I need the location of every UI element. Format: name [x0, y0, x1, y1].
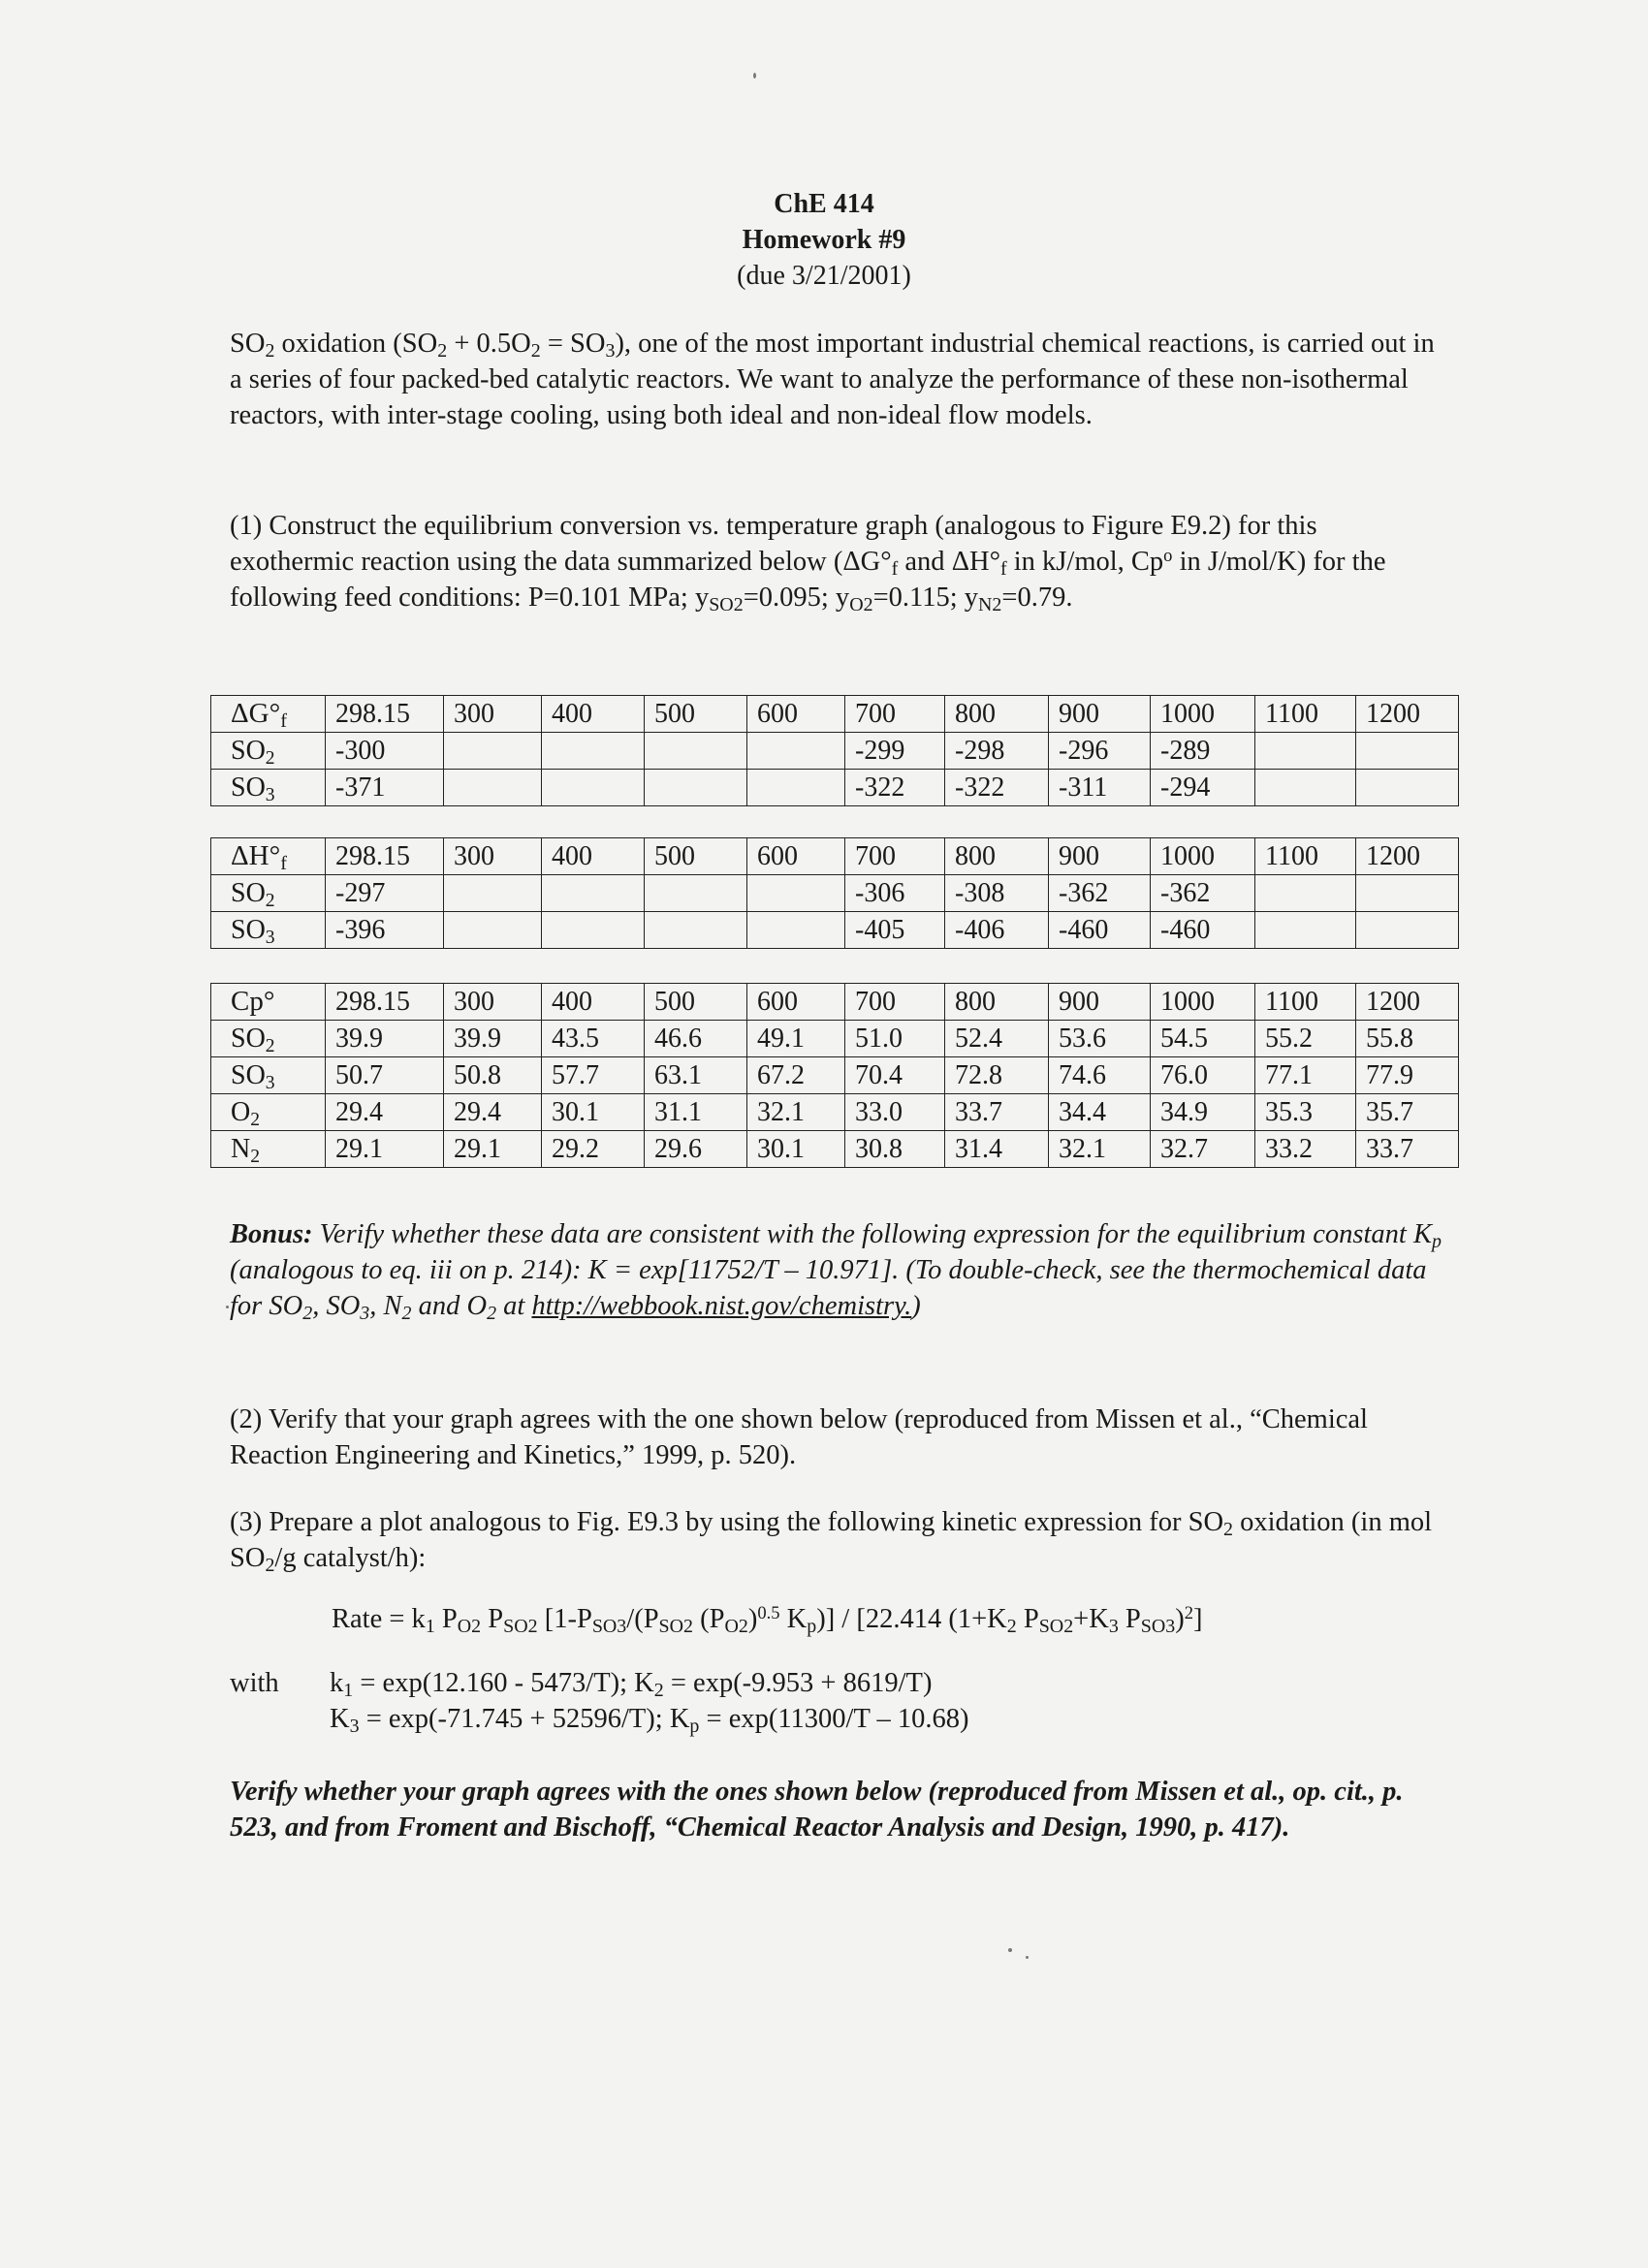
row-label-cell: Cp°	[211, 984, 326, 1021]
table-cell	[542, 770, 645, 806]
table-cell: 34.4	[1049, 1094, 1151, 1131]
table-cell: 29.2	[542, 1131, 645, 1168]
gibbs-energy-table	[210, 695, 1459, 806]
table-cell: -306	[845, 875, 945, 912]
row-label-cell: $N_2$	[211, 1131, 326, 1168]
table-cell: 30.1	[747, 1131, 845, 1168]
table-row	[211, 1057, 1459, 1094]
question-2: (2) Verify that your graph agrees with the one shown below (reproduced from Missen et al., “Chemical Reaction Engineering and Kinetics,” 1999, p. 520).	[230, 1404, 1368, 1470]
table-row	[211, 875, 1459, 912]
table-row	[211, 1094, 1459, 1131]
heat-capacity-table	[210, 983, 1459, 1168]
table-cell: 52.4	[945, 1021, 1049, 1057]
table-cell: 29.1	[326, 1131, 444, 1168]
table-header-row	[211, 696, 1459, 733]
table-cell: -460	[1151, 912, 1255, 949]
table-cell: 33.7	[945, 1094, 1049, 1131]
table-cell	[542, 875, 645, 912]
table-cell: 70.4	[845, 1057, 945, 1094]
table-cell	[444, 770, 542, 806]
table-cell: 55.8	[1356, 1021, 1459, 1057]
assignment-title: Homework #9	[742, 225, 906, 255]
table-cell: 298.15	[326, 696, 444, 733]
table-cell: 500	[645, 838, 747, 875]
table-cell	[1255, 875, 1356, 912]
table-cell: 400	[542, 696, 645, 733]
course-title: ChE 414	[774, 189, 874, 219]
table-cell: 400	[542, 984, 645, 1021]
table-cell: 1100	[1255, 696, 1356, 733]
table-cell	[645, 733, 747, 770]
table-cell	[444, 875, 542, 912]
row-label-cell: $SO_2$	[211, 733, 326, 770]
table-cell: 700	[845, 838, 945, 875]
table-cell	[1255, 733, 1356, 770]
table-cell	[1356, 733, 1459, 770]
table-cell: 32.7	[1151, 1131, 1255, 1168]
table-cell: 500	[645, 984, 747, 1021]
table-cell: 1000	[1151, 838, 1255, 875]
table-cell: 77.9	[1356, 1057, 1459, 1094]
table-cell: 50.7	[326, 1057, 444, 1094]
table-cell: 900	[1049, 696, 1151, 733]
table-cell: 600	[747, 696, 845, 733]
table-cell: 31.1	[645, 1094, 747, 1131]
table-cell	[542, 733, 645, 770]
table-cell	[747, 912, 845, 949]
scan-speck	[1008, 1948, 1012, 1952]
table-header-row	[211, 838, 1459, 875]
table-cell: 1200	[1356, 696, 1459, 733]
table-cell	[1356, 770, 1459, 806]
table-cell: 30.1	[542, 1094, 645, 1131]
table-cell: 29.4	[326, 1094, 444, 1131]
with-label: with	[230, 1668, 279, 1698]
table-cell: 32.1	[747, 1094, 845, 1131]
table-cell: 32.1	[1049, 1131, 1151, 1168]
table-cell	[1356, 912, 1459, 949]
table-cell: -362	[1049, 875, 1151, 912]
table-cell: -300	[326, 733, 444, 770]
table-cell	[1255, 770, 1356, 806]
table-cell	[747, 733, 845, 770]
k3-kp-definitions: $K_3 = \exp(-71.745 + 52596/T)$; $K_p = \exp(11300/T - 10.68)$	[330, 1704, 969, 1737]
final-instruction: Verify whether your graph agrees with the ones shown below (reproduced from Missen et al., op. cit., p. 523, and from Froment and Bischoff, “Chemical Reactor Analysis and Design, 1990, p. 417).	[230, 1777, 1404, 1843]
table-cell	[1356, 875, 1459, 912]
table-cell: 35.3	[1255, 1094, 1356, 1131]
scan-speck	[226, 1306, 229, 1308]
row-label-cell: $O_2$	[211, 1094, 326, 1131]
table-cell: 900	[1049, 838, 1151, 875]
table-cell: 1000	[1151, 696, 1255, 733]
table-cell: 1200	[1356, 838, 1459, 875]
table-row	[211, 912, 1459, 949]
question-1: (1) Construct the equilibrium conversion vs. temperature graph (analogous to Figure E9.2) for this exothermic reaction using the data summarized below ($\Delta G^\circ_f$ and $\Delta H^\circ_f$ in kJ/mol, Cp$^o$ in J/mol/K) for the following feed conditions: P=0.101 MPa; $y_{SO2}=0.095$; $y_{O2}=0.115$; $y_{N2}=0.79$.	[230, 511, 1386, 615]
table-cell: 900	[1049, 984, 1151, 1021]
table-cell: 39.9	[444, 1021, 542, 1057]
scan-speck	[753, 73, 756, 79]
row-label-cell: $SO_2$	[211, 1021, 326, 1057]
table-cell: 77.1	[1255, 1057, 1356, 1094]
table-cell: 300	[444, 696, 542, 733]
table-cell: -362	[1151, 875, 1255, 912]
table-cell: 1000	[1151, 984, 1255, 1021]
table-cell: 67.2	[747, 1057, 845, 1094]
intro-paragraph: $SO_2$ oxidation $(SO_2 + 0.5O_2 = SO_3)$, one of the most important industrial chemical reactions, is carried out in a series of four packed-bed catalytic reactors. We want to analyze the performance of these non-isothermal reactors, with inter-stage cooling, using both ideal and non-ideal flow models.	[230, 329, 1435, 430]
table-cell: 46.6	[645, 1021, 747, 1057]
table-cell: 298.15	[326, 984, 444, 1021]
table-cell: 700	[845, 696, 945, 733]
table-cell	[542, 912, 645, 949]
table-cell: 76.0	[1151, 1057, 1255, 1094]
table-row	[211, 733, 1459, 770]
table-row	[211, 1021, 1459, 1057]
table-cell: -298	[945, 733, 1049, 770]
row-label-cell: $SO_3$	[211, 770, 326, 806]
table-cell	[747, 875, 845, 912]
table-cell: 35.7	[1356, 1094, 1459, 1131]
table-cell: 700	[845, 984, 945, 1021]
table-cell: -322	[845, 770, 945, 806]
table-cell: 800	[945, 838, 1049, 875]
table-cell: -289	[1151, 733, 1255, 770]
table-cell: 800	[945, 696, 1049, 733]
table-cell: 54.5	[1151, 1021, 1255, 1057]
table-cell: 800	[945, 984, 1049, 1021]
table-cell: 33.7	[1356, 1131, 1459, 1168]
table-cell: -405	[845, 912, 945, 949]
table-cell: -311	[1049, 770, 1151, 806]
table-row	[211, 770, 1459, 806]
table-cell: 600	[747, 984, 845, 1021]
table-cell: 34.9	[1151, 1094, 1255, 1131]
table-cell: -406	[945, 912, 1049, 949]
table-cell: 31.4	[945, 1131, 1049, 1168]
table-cell: 43.5	[542, 1021, 645, 1057]
table-cell: -460	[1049, 912, 1151, 949]
table-cell	[444, 733, 542, 770]
table-cell: 30.8	[845, 1131, 945, 1168]
table-cell: 55.2	[1255, 1021, 1356, 1057]
table-cell: 400	[542, 838, 645, 875]
bonus-paragraph: Bonus: Verify whether these data are consistent with the following expression for the equilibrium constant $K_p$ (analogous to eq. iii on p. 214): K = exp[11752/T – 10.971]. (To double-check, see the thermochemical data for $SO_2$, $SO_3$, $N_2$ and $O_2$ at http://webbook.nist.gov/chemistry.)	[230, 1219, 1442, 1324]
table-cell: -308	[945, 875, 1049, 912]
table-cell: 51.0	[845, 1021, 945, 1057]
table-cell: -296	[1049, 733, 1151, 770]
table-header-row	[211, 984, 1459, 1021]
table-cell: 300	[444, 838, 542, 875]
table-cell	[645, 770, 747, 806]
row-label-cell: $\Delta H^\circ_f$	[211, 838, 326, 875]
table-cell: 50.8	[444, 1057, 542, 1094]
table-cell	[645, 912, 747, 949]
header	[0, 186, 1648, 294]
table-cell: 1200	[1356, 984, 1459, 1021]
table-cell: 300	[444, 984, 542, 1021]
table-cell: 39.9	[326, 1021, 444, 1057]
table-cell: 29.4	[444, 1094, 542, 1131]
table-cell: 1100	[1255, 838, 1356, 875]
nist-link[interactable]: http://webbook.nist.gov/chemistry.	[531, 1291, 912, 1321]
table-cell: 74.6	[1049, 1057, 1151, 1094]
row-label-cell: $SO_3$	[211, 1057, 326, 1094]
table-cell	[747, 770, 845, 806]
table-cell	[645, 875, 747, 912]
table-cell	[1255, 912, 1356, 949]
table-cell: 29.6	[645, 1131, 747, 1168]
table-cell: -297	[326, 875, 444, 912]
row-label-cell: $SO_3$	[211, 912, 326, 949]
scan-speck	[1026, 1956, 1029, 1959]
table-cell: 29.1	[444, 1131, 542, 1168]
table-cell: 49.1	[747, 1021, 845, 1057]
rate-equation: Rate = $k_1$ $P_{O2}$ $P_{SO2}$ [$1-P_{SO3}/(P_{SO2}$ $(P_{O2})^{0.5}$ $K_p)] / [22.414$ ($1+K_2$ $P_{SO2}+K_3$ $P_{SO3})^2$]	[332, 1602, 1203, 1637]
table-cell: 600	[747, 838, 845, 875]
enthalpy-table	[210, 837, 1459, 949]
table-cell: -294	[1151, 770, 1255, 806]
table-cell	[444, 912, 542, 949]
table-cell: -322	[945, 770, 1049, 806]
table-cell: 53.6	[1049, 1021, 1151, 1057]
row-label-cell: $SO_2$	[211, 875, 326, 912]
question-3: (3) Prepare a plot analogous to Fig. E9.3 by using the following kinetic expression for $SO_2$ oxidation (in mol $SO_2/g$ catalyst/h):	[230, 1507, 1433, 1576]
table-cell: 33.2	[1255, 1131, 1356, 1168]
due-date: (due 3/21/2001)	[737, 261, 911, 291]
table-cell: 298.15	[326, 838, 444, 875]
table-cell: 72.8	[945, 1057, 1049, 1094]
table-row	[211, 1131, 1459, 1168]
table-cell: 33.0	[845, 1094, 945, 1131]
k1-k2-definitions: $k_1 = \exp(12.160 - 5473/T)$; $K_2 = \exp(-9.953 + 8619/T)$	[330, 1668, 933, 1701]
table-cell: -299	[845, 733, 945, 770]
row-label-cell: $\Delta G^\circ_f$	[211, 696, 326, 733]
table-cell: 63.1	[645, 1057, 747, 1094]
table-cell: -396	[326, 912, 444, 949]
table-cell: 57.7	[542, 1057, 645, 1094]
table-cell: 1100	[1255, 984, 1356, 1021]
table-cell: 500	[645, 696, 747, 733]
table-cell: -371	[326, 770, 444, 806]
